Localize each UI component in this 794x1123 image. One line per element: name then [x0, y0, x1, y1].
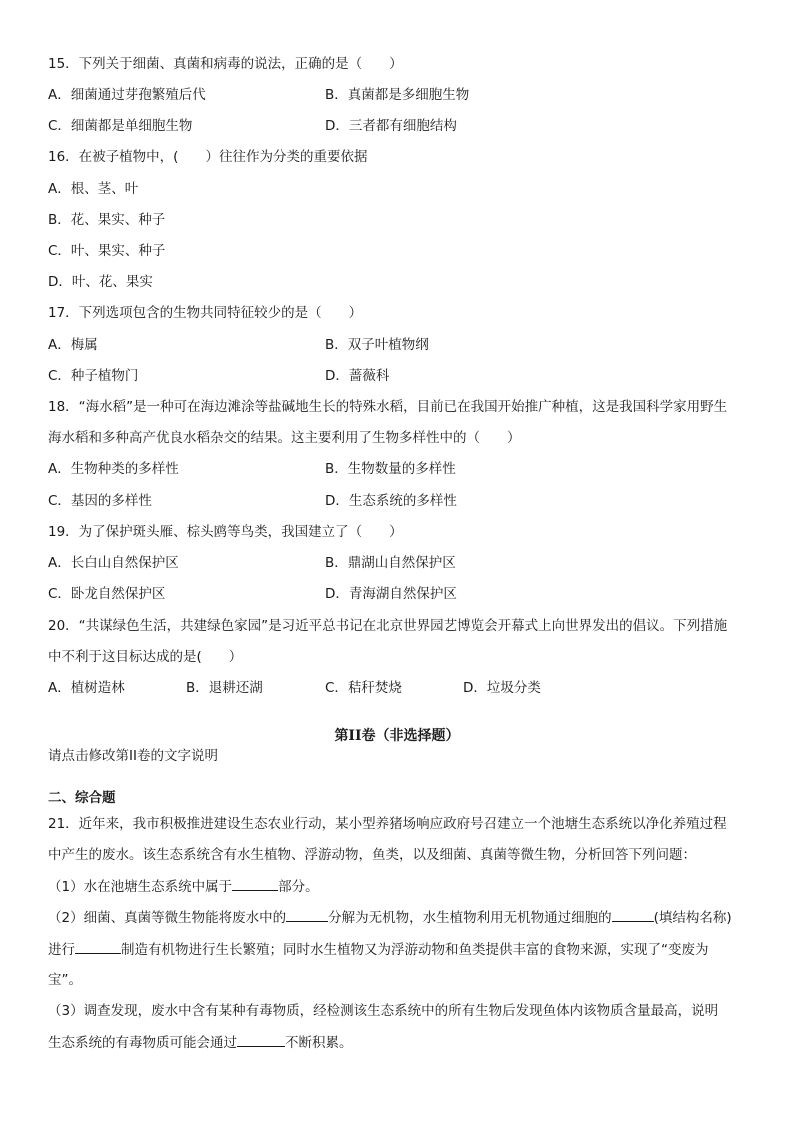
q21-part2-line1	[48, 908, 732, 927]
q18-option-d: D．生态系统的多样性	[325, 493, 457, 509]
q21-part3-line2	[48, 1033, 353, 1052]
q16-option-d: D．叶、花、果实	[48, 274, 153, 290]
q18-stem-line2: 海水稻和多种高产优良水稻杂交的结果。这主要利用了生物多样性中的（ ）	[48, 430, 521, 446]
q18-stem-line1: 18．“海水稻”是一种可在海边滩涂等盐碱地生长的特殊水稻，目前已在我国开始推广种植，这是我国科学家用野生	[48, 399, 728, 415]
q16-option-c: C．叶、果实、种子	[48, 243, 166, 259]
q17-option-b: B．双子叶植物纲	[325, 337, 429, 353]
q15-option-c: C．细菌都是单细胞生物	[48, 118, 193, 134]
q21-part2-text-d: 进行	[48, 942, 75, 958]
q15-option-d: D．三者都有细胞结构	[325, 118, 457, 134]
q17-option-a: A．梅属	[48, 337, 98, 353]
q20-option-a: A．植树造林	[48, 680, 125, 696]
q21-part1	[48, 877, 319, 896]
q21-stem-line2: 中产生的废水。该生态系统含有水生植物、浮游动物，鱼类，以及细菌、真菌等微生物，分析回答下列问题：	[48, 847, 696, 863]
q18-option-c: C．基因的多样性	[48, 493, 152, 509]
q19-option-d: D．青海湖自然保护区	[325, 586, 457, 602]
q18-option-a: A．生物种类的多样性	[48, 461, 179, 477]
q21-part2-text-e: 制造有机物进行生长繁殖；同时水生植物又为浮游动物和鱼类提供丰富的食物来源，实现了“变废为	[121, 942, 709, 958]
q17-stem: 17．下列选项包含的生物共同特征较少的是（ ）	[48, 305, 363, 321]
answer-blank-3[interactable]	[612, 908, 654, 922]
q20-stem-line2: 中不利于这目标达成的是( ）	[48, 649, 243, 665]
q15-stem: 15．下列关于细菌、真菌和病毒的说法，正确的是（ ）	[48, 56, 403, 72]
q21-part2-line3: 宝”。	[48, 972, 82, 988]
q15-option-a: A．细菌通过芽孢繁殖后代	[48, 87, 206, 103]
q20-stem-line1: 20．“共谋绿色生活，共建绿色家园”是习近平总书记在北京世界园艺博览会开幕式上向世界发出的倡议。下列措施	[48, 618, 728, 634]
q21-part2-line2	[48, 940, 709, 959]
q17-option-d: D．蔷薇科	[325, 368, 390, 384]
q20-option-b: B．退耕还湖	[186, 680, 263, 696]
q16-option-b: B．花、果实、种子	[48, 212, 166, 228]
q18-option-b: B．生物数量的多样性	[325, 461, 456, 477]
answer-blank-2[interactable]	[286, 908, 328, 922]
q21-part3-line1: （3）调查发现，废水中含有某种有毒物质，经检测该生态系统中的所有生物后发现鱼体内该物质含量最高，说明	[48, 1003, 719, 1019]
q21-stem-line1: 21．近年来，我市积极推进建设生态农业行动，某小型养猪场响应政府号召建立一个池塘生态系统以净化养殖过程	[48, 816, 727, 832]
q21-part2-text-b: 分解为无机物，水生植物利用无机物通过细胞的	[328, 910, 612, 926]
q21-part1-text-b: 部分。	[278, 879, 319, 895]
q21-part1-text-a: （1）水在池塘生态系统中属于	[48, 879, 233, 895]
q19-option-b: B．鼎湖山自然保护区	[325, 555, 456, 571]
part2-note: 请点击修改第II卷的文字说明	[48, 748, 218, 764]
q20-option-d: D．垃圾分类	[463, 680, 541, 696]
q16-stem: 16．在被子植物中，( ）往往作为分类的重要依据	[48, 149, 368, 165]
section-heading: 二、综合题	[48, 790, 116, 806]
q15-option-b: B．真菌都是多细胞生物	[325, 87, 470, 103]
q19-stem: 19．为了保护斑头雁、棕头鸥等鸟类，我国建立了（ ）	[48, 524, 403, 540]
q20-option-c: C．秸秆焚烧	[325, 680, 402, 696]
answer-blank-5[interactable]	[237, 1033, 285, 1047]
q21-part2-text-c: (填结构名称)	[653, 910, 732, 926]
part2-title: 第II卷（非选择题）	[334, 728, 460, 744]
q21-part3-text-b: 生态系统的有毒物质可能会通过	[48, 1035, 237, 1051]
q16-option-a: A．根、茎、叶	[48, 181, 139, 197]
answer-blank-4[interactable]	[75, 940, 121, 954]
q21-part3-text-c: 不断积累。	[285, 1035, 353, 1051]
q17-option-c: C．种子植物门	[48, 368, 139, 384]
q21-part2-text-a: （2）细菌、真菌等微生物能将废水中的	[48, 910, 287, 926]
answer-blank-1[interactable]	[232, 877, 278, 891]
q19-option-a: A．长白山自然保护区	[48, 555, 179, 571]
q19-option-c: C．卧龙自然保护区	[48, 586, 166, 602]
